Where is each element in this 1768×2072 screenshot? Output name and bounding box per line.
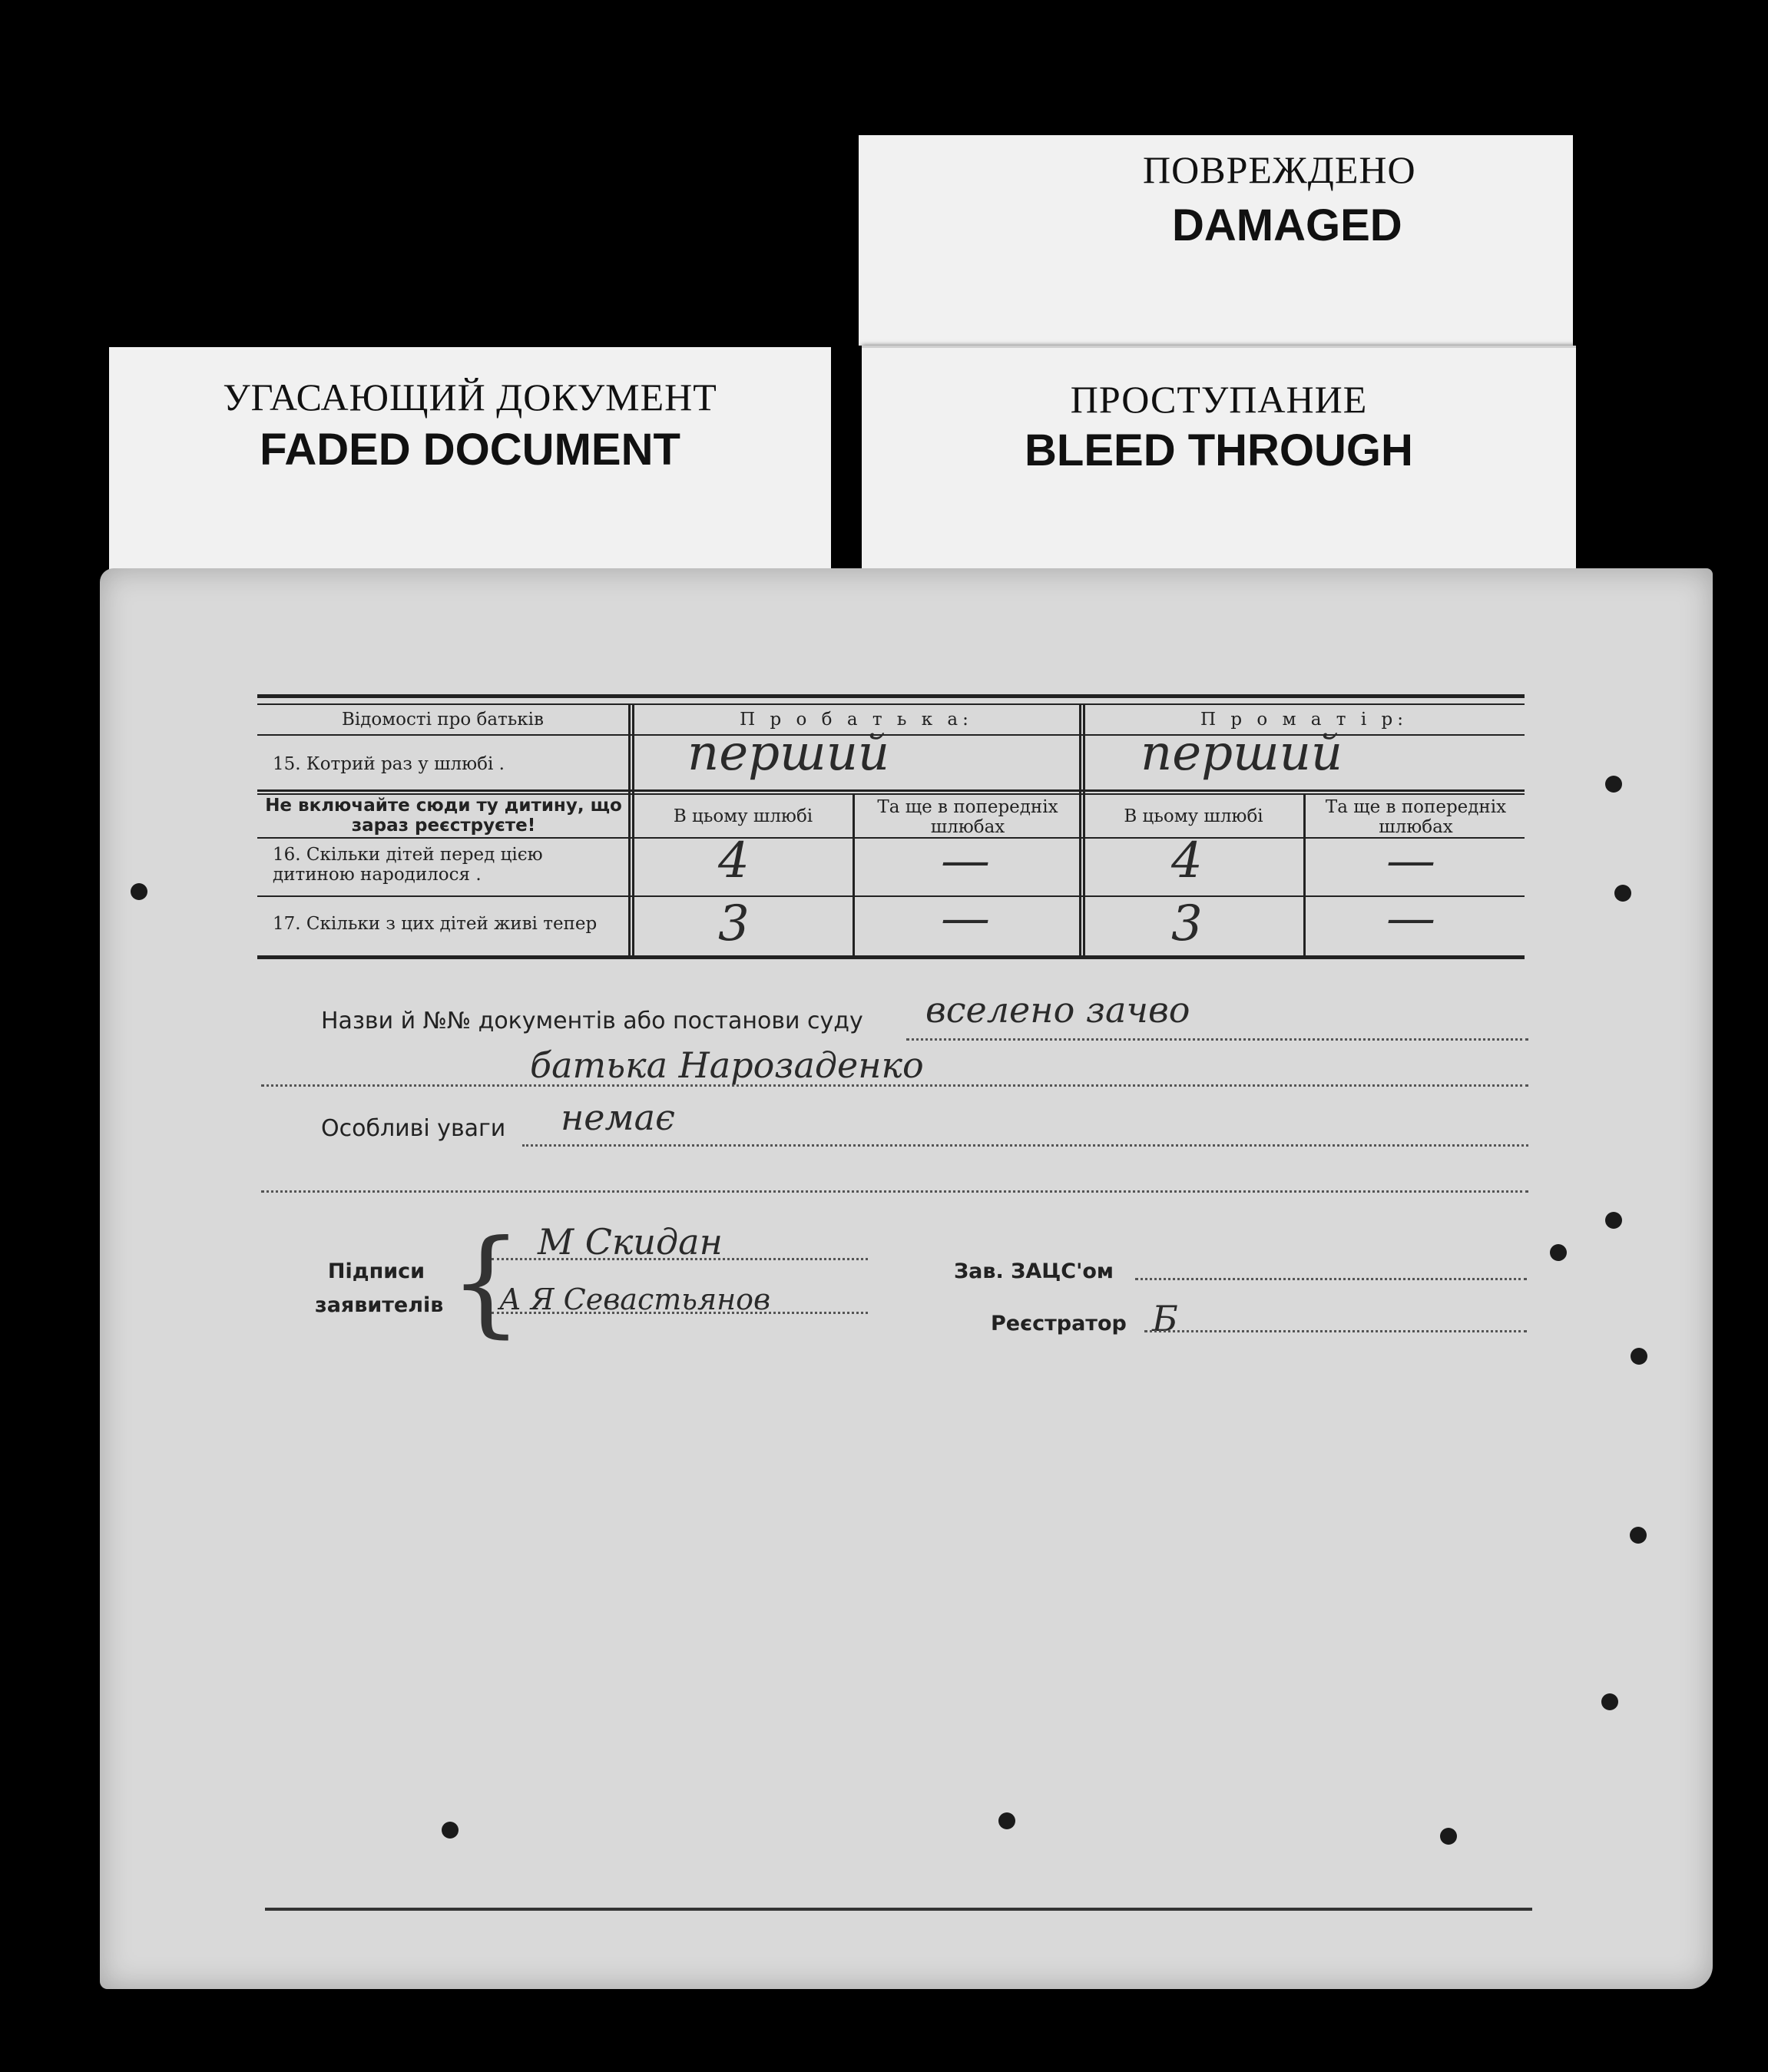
row15-father-value: перший xyxy=(687,725,890,782)
faded-card-ru: УГАСАЮЩИЙ ДОКУМЕНТ xyxy=(223,376,717,419)
mother-previous-header: Та ще в попередніх шлюбах xyxy=(1325,797,1507,837)
signature-2: А Я Севастьянов xyxy=(499,1283,771,1316)
punch-hole xyxy=(1605,1212,1622,1229)
row16-mother-prev: — xyxy=(1386,832,1435,889)
row16-father-this: 4 xyxy=(718,832,750,889)
remarks-label: Особливі уваги xyxy=(321,1115,506,1142)
punch-hole xyxy=(1614,885,1631,902)
row16-label: 16. Скільки дітей перед цією дитиною народилося . xyxy=(273,845,543,885)
registrar-signature: Б xyxy=(1152,1298,1178,1339)
row17-father-this: 3 xyxy=(718,895,750,952)
header-parents-info: Відомості про батьків xyxy=(342,710,544,730)
bleed-card-en: BLEED THROUGH xyxy=(1025,425,1413,475)
exclude-child-note: Не включайте сюди ту дитину, що зараз реєструєте! xyxy=(265,796,622,836)
documents-label: Назви й №№ документів або постанови суду xyxy=(321,1008,863,1034)
row17-mother-prev: — xyxy=(1386,890,1435,947)
damaged-card-en: DAMAGED xyxy=(1172,200,1402,250)
damaged-card xyxy=(859,135,1573,346)
punch-hole xyxy=(1631,1348,1647,1365)
punch-hole xyxy=(131,883,147,900)
punch-hole xyxy=(1440,1828,1457,1845)
row16-father-prev: — xyxy=(941,832,990,889)
bottom-rule xyxy=(265,1908,1532,1911)
row15-mother-value: перший xyxy=(1141,725,1343,782)
row15-label: 15. Котрий раз у шлюбі . xyxy=(273,754,505,774)
punch-hole xyxy=(442,1822,459,1839)
bleed-card-ru: ПРОСТУПАНИЕ xyxy=(1070,378,1368,421)
faded-card-en: FADED DOCUMENT xyxy=(260,425,680,475)
bleed-through-card xyxy=(862,346,1576,601)
record-page xyxy=(100,568,1713,1989)
header-father: П р о б а т ь к а: xyxy=(740,710,973,730)
remarks-value: немає xyxy=(561,1097,675,1138)
head-label: Зав. ЗАЦС'ом xyxy=(954,1259,1114,1283)
father-previous-header: Та ще в попередніх шлюбах xyxy=(877,797,1058,837)
punch-hole xyxy=(1630,1527,1647,1544)
signatures-brace: { xyxy=(449,1216,523,1349)
row17-label: 17. Скільки з цих дітей живі тепер xyxy=(273,914,598,934)
mother-this-marriage-header: В цьому шлюбі xyxy=(1124,806,1263,826)
damaged-card-ru: ПОВРЕЖДЕНО xyxy=(1143,148,1416,191)
father-this-marriage-header: В цьому шлюбі xyxy=(673,806,813,826)
registrar-label: Реєстратор xyxy=(991,1312,1127,1336)
documents-value-2: батька Нарозаденко xyxy=(530,1044,924,1086)
punch-hole xyxy=(1550,1244,1567,1261)
punch-hole xyxy=(998,1812,1015,1829)
row17-father-prev: — xyxy=(941,890,990,947)
signatures-label: Підписи заявителів xyxy=(315,1259,444,1317)
row16-mother-this: 4 xyxy=(1171,832,1203,889)
header-mother: П р о м а т і р: xyxy=(1200,710,1408,730)
signature-1: М Скидан xyxy=(538,1221,723,1263)
punch-hole xyxy=(1601,1693,1618,1710)
documents-value-1: вселено зачво xyxy=(925,989,1190,1031)
punch-hole xyxy=(1605,776,1622,793)
row17-mother-this: 3 xyxy=(1171,895,1203,952)
